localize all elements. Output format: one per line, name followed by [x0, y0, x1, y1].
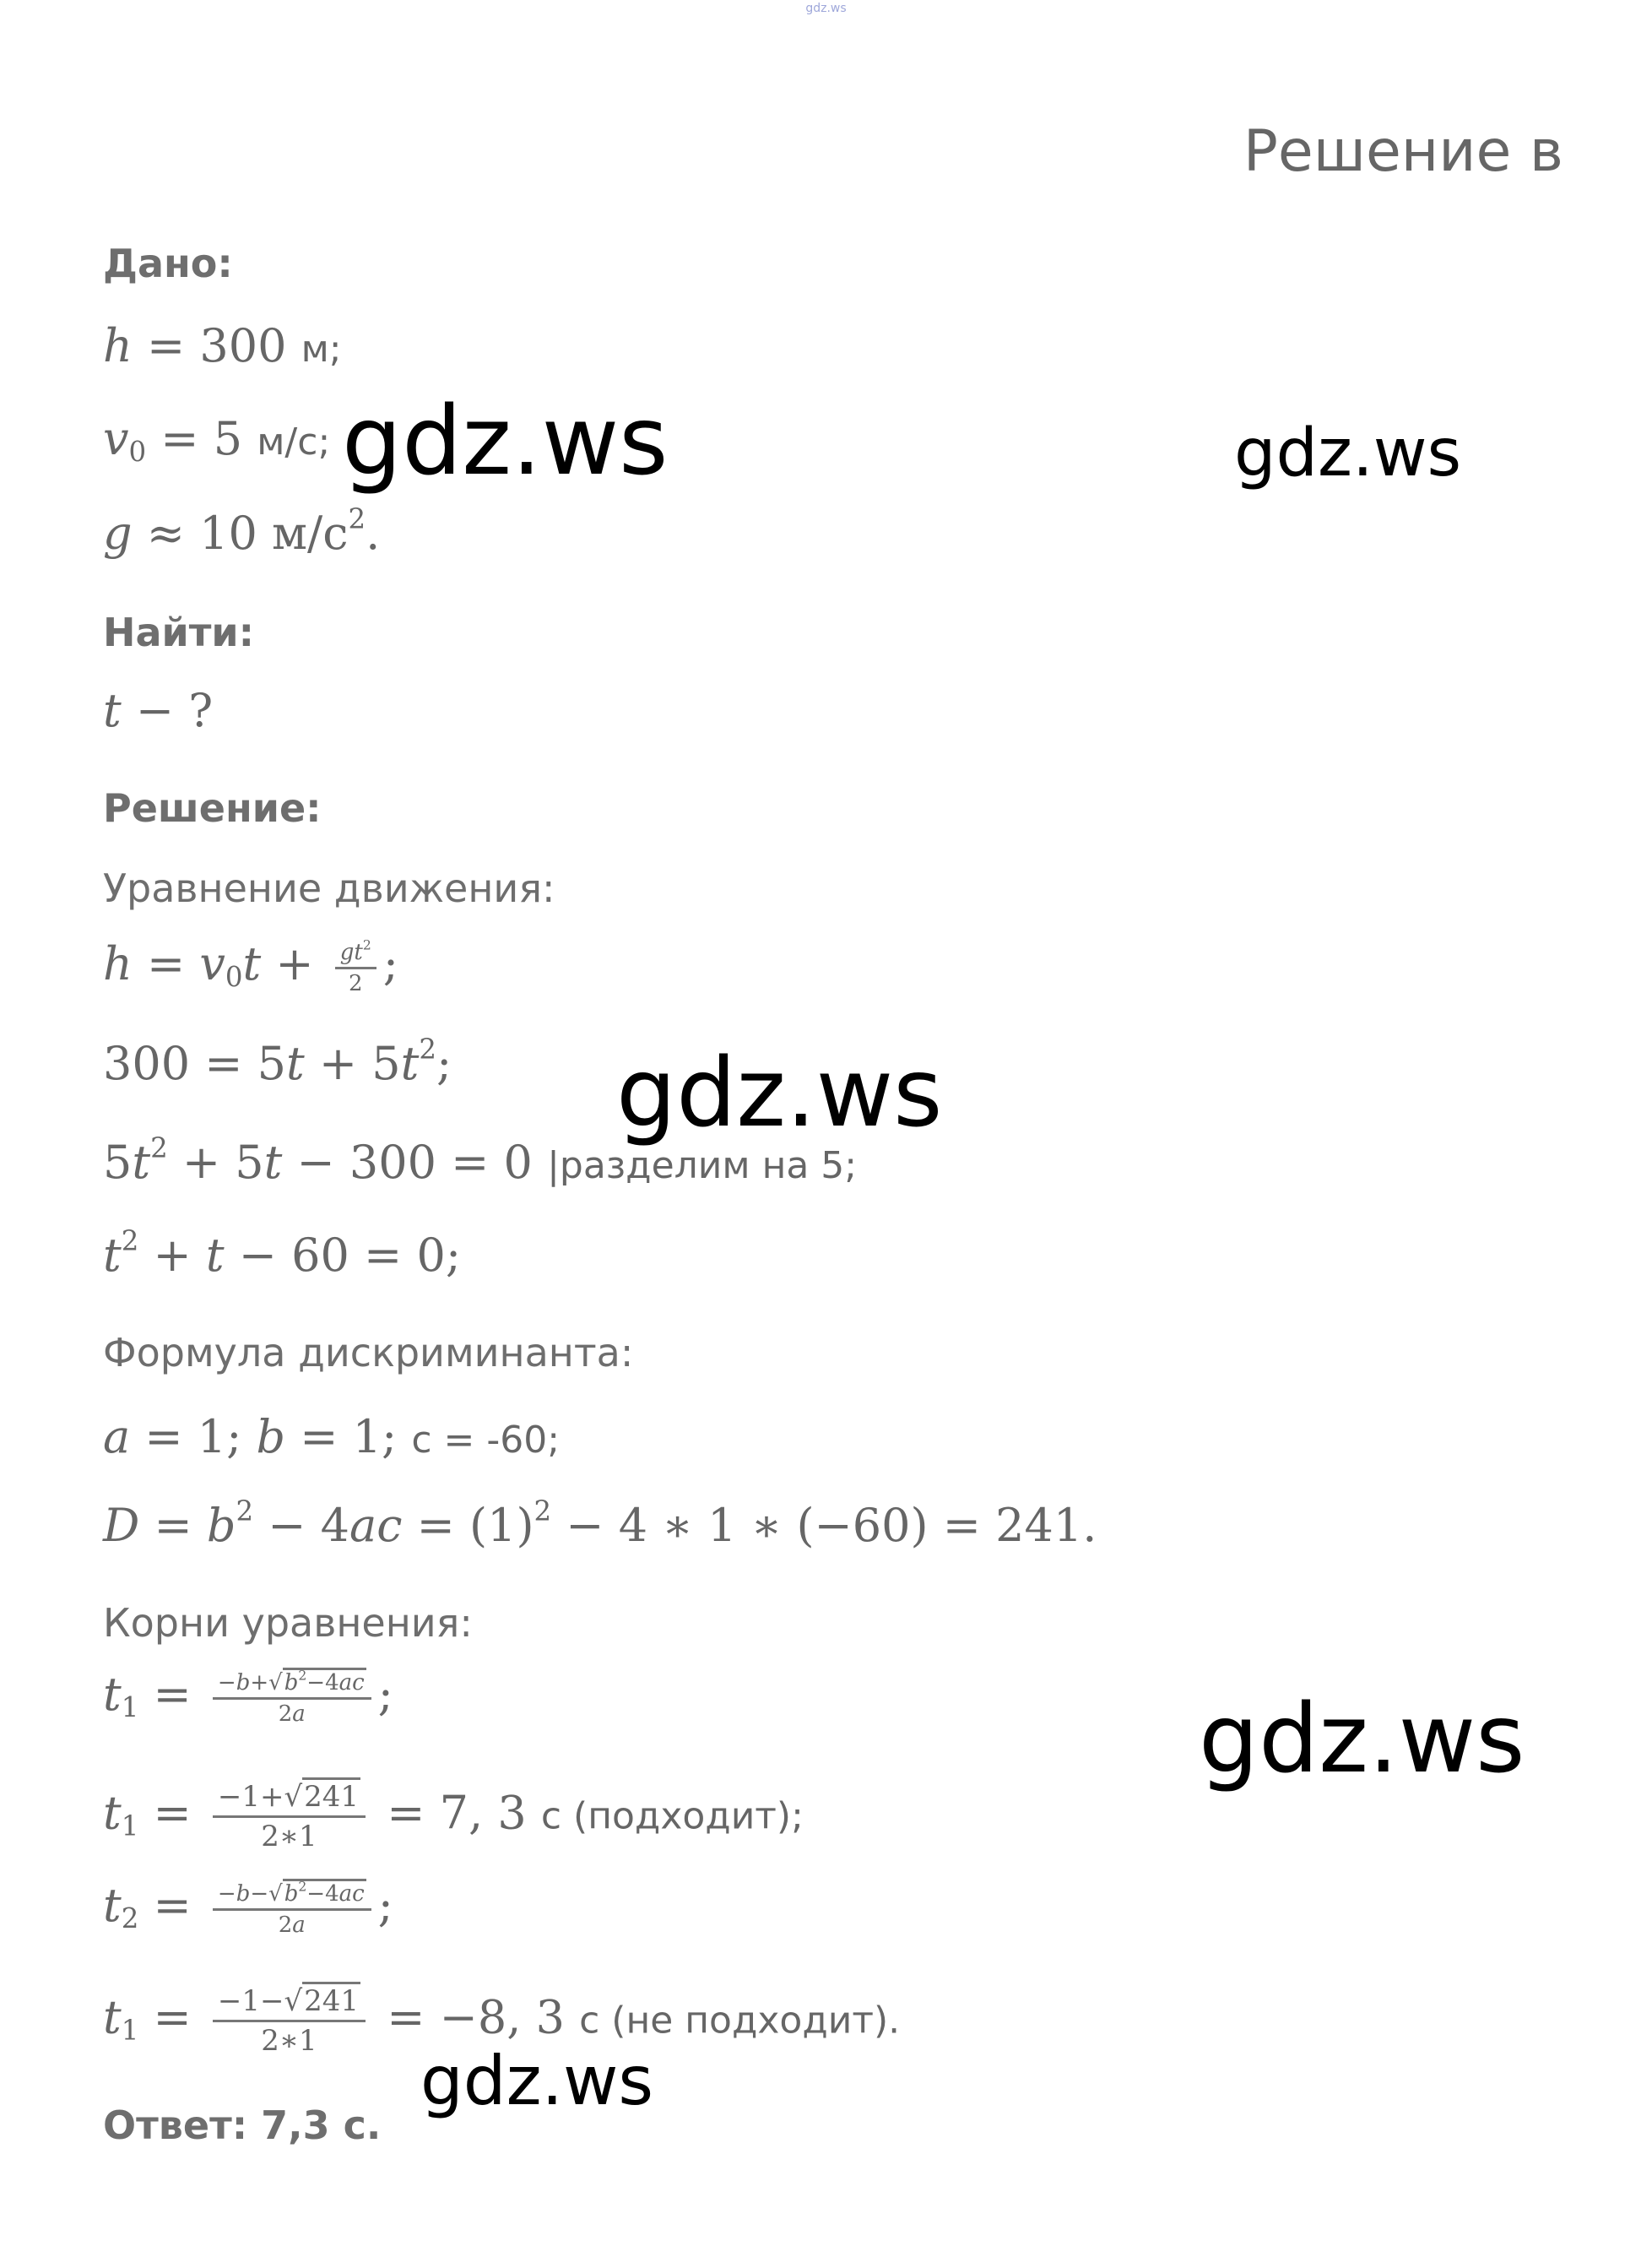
t2-value: $t_1$ = $\frac{-1-√241}{2∗1}$ = −8, 3 с (не подходит).	[103, 1984, 900, 2058]
t2-unit: с (не подходит).	[579, 1999, 901, 2043]
solution-label: Решение:	[103, 785, 322, 831]
watermark: gdz.ws	[1199, 1685, 1525, 1794]
roots-label: Корни уравнения:	[103, 1600, 473, 1646]
t1-unit: с (подходит);	[540, 1794, 804, 1838]
watermark: gdz.ws	[420, 2042, 654, 2120]
eq-step3: $t^2 + t - 60 = 0$;	[103, 1224, 462, 1282]
t1-formula: $t_1$ = $\frac{-b+√b^2-4ac}{2a}$ ;	[103, 1667, 393, 1727]
watermark: gdz.ws	[342, 387, 669, 496]
g-end: .	[366, 507, 381, 560]
given-g: g ≈ 10 $м/с^2$.	[103, 502, 381, 560]
watermark: gdz.ws	[1234, 415, 1462, 491]
c-text: с = -60;	[411, 1419, 561, 1462]
h-unit: м;	[301, 328, 342, 371]
g-unit: м/с	[272, 507, 349, 560]
t1-value: $t_1$ = $\frac{-1+√241}{2∗1}$ = 7, 3 с (подходит);	[103, 1780, 804, 1853]
watermark: gdz.ws	[616, 1039, 943, 1148]
answer: Ответ: 7,3 с.	[103, 2102, 382, 2148]
motion-eq: $h = v_0t$ + $\frac{gt^2}{2}$ ;	[103, 936, 398, 996]
find-t: t − ?	[103, 684, 214, 737]
discriminant-eq: $D = b^2 - 4ac = (1)^2 - 4$ ∗ 1 ∗ (−60) = 241.	[103, 1495, 1097, 1552]
top-watermark: gdz.ws	[805, 2, 847, 15]
eq-step1: $300 = 5t + 5t^2$;	[103, 1033, 452, 1090]
divide-note: |разделим на 5;	[547, 1144, 858, 1187]
motion-eq-label: Уравнение движения:	[103, 865, 555, 911]
given-v0: $v_0 = 5$ м/с;	[103, 412, 331, 469]
given-label: Дано:	[103, 241, 233, 286]
eq-step2: $5t^2 + 5t - 300 = 0$ |разделим на 5;	[103, 1131, 858, 1189]
page-header: Решение в	[1243, 118, 1563, 185]
find-label: Найти:	[103, 610, 255, 655]
t2-formula: $t_2$ = $\frac{-b-√b^2-4ac}{2a}$ ;	[103, 1878, 393, 1938]
v0-unit: м/с;	[257, 420, 331, 464]
coefficients: a = 1; b = 1; с = -60;	[103, 1410, 561, 1463]
given-h: h = 300 м;	[103, 319, 342, 372]
discriminant-label: Формула дискриминанта:	[103, 1330, 634, 1375]
